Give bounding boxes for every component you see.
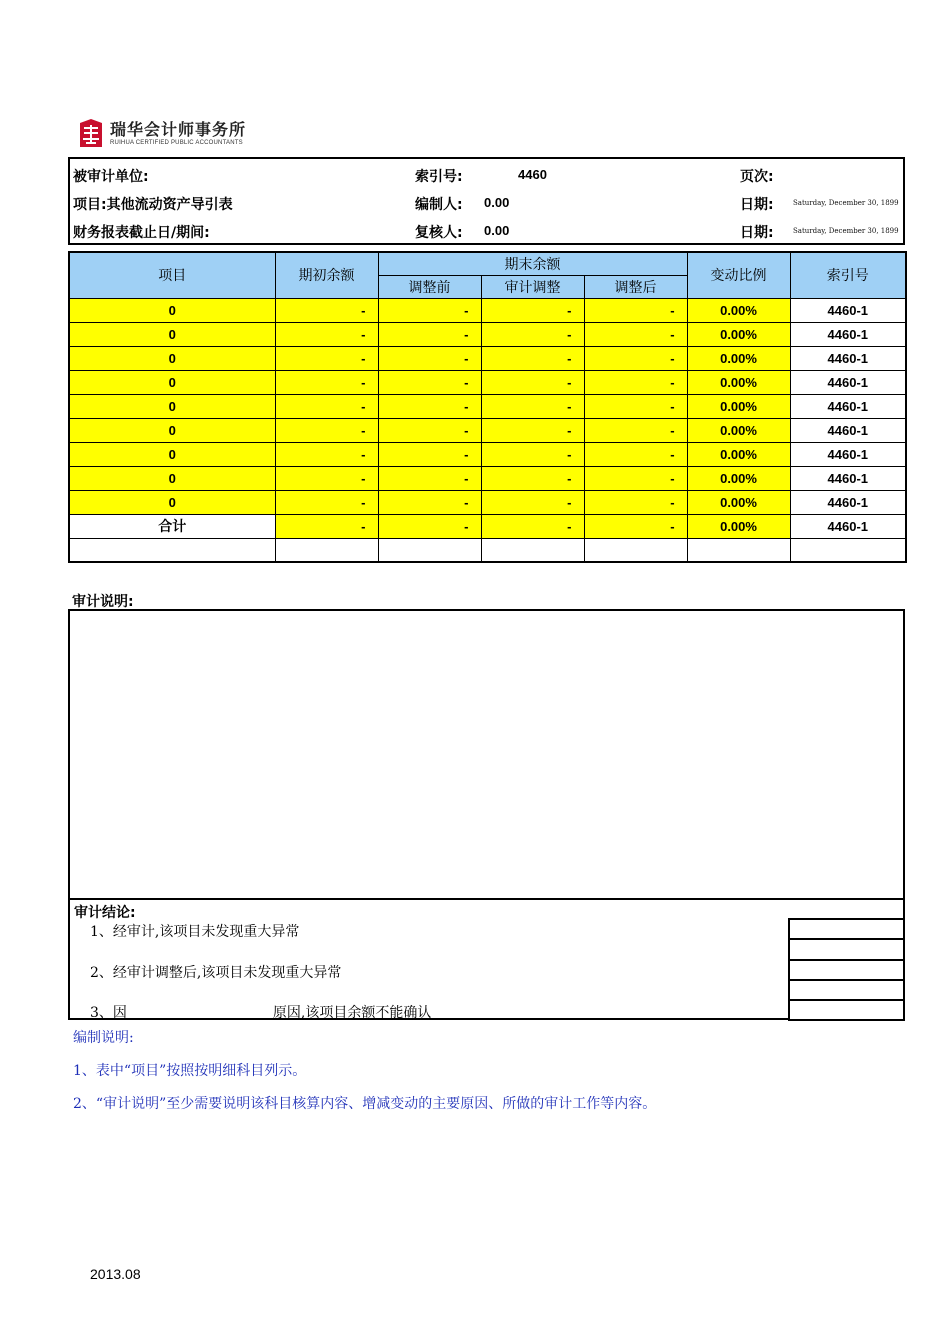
cell-item[interactable]: 0 xyxy=(69,418,275,442)
cell-after[interactable]: - xyxy=(584,490,687,514)
cell-before[interactable]: - xyxy=(378,298,481,322)
blank-cell[interactable] xyxy=(69,538,275,562)
table-row xyxy=(69,394,906,418)
cell-index[interactable]: 4460-1 xyxy=(790,418,906,442)
conclusion-item-3 xyxy=(90,1002,431,1022)
table-row xyxy=(69,346,906,370)
col-header-closing: 期末余额 xyxy=(378,252,687,275)
total-before[interactable]: - xyxy=(378,514,481,538)
firm-logo xyxy=(78,118,246,150)
cell-item[interactable]: 0 xyxy=(69,442,275,466)
cell-adjust[interactable]: - xyxy=(481,418,584,442)
conclusion-item-3-prefix: 3、因 xyxy=(90,1005,127,1021)
date-label-1: 日期: xyxy=(740,197,774,213)
cell-opening[interactable]: - xyxy=(275,346,378,370)
cell-adjust[interactable]: - xyxy=(481,466,584,490)
cell-adjust[interactable]: - xyxy=(481,394,584,418)
table-row xyxy=(69,298,906,322)
cell-after[interactable]: - xyxy=(584,298,687,322)
cell-item[interactable]: 0 xyxy=(69,490,275,514)
cell-adjust[interactable]: - xyxy=(481,322,584,346)
blank-row xyxy=(69,538,906,562)
index-value: 4460 xyxy=(518,167,547,182)
preparation-title: 编制说明: xyxy=(73,1030,134,1046)
table-row xyxy=(69,442,906,466)
reviewer-value: 0.00 xyxy=(484,223,510,238)
cell-after[interactable]: - xyxy=(584,322,687,346)
total-label: 合计 xyxy=(69,514,275,538)
table-row xyxy=(69,370,906,394)
conclusion-divider xyxy=(70,898,903,900)
conclusion-check-2[interactable] xyxy=(788,959,905,981)
conclusion-check-divider xyxy=(788,980,790,1000)
audit-notes-title: 审计说明: xyxy=(72,594,134,610)
cell-before[interactable]: - xyxy=(378,418,481,442)
cell-after[interactable]: - xyxy=(584,346,687,370)
total-adjust[interactable]: - xyxy=(481,514,584,538)
table-row xyxy=(69,466,906,490)
conclusion-item-1: 1、经审计,该项目未发现重大异常 xyxy=(90,924,300,940)
cell-ratio[interactable]: 0.00% xyxy=(687,466,790,490)
cell-after[interactable]: - xyxy=(584,394,687,418)
index-label: 索引号: xyxy=(415,169,463,185)
table-row xyxy=(69,322,906,346)
total-row xyxy=(69,514,906,538)
col-header-adjust: 审计调整 xyxy=(481,275,584,298)
cell-opening[interactable]: - xyxy=(275,370,378,394)
total-ratio[interactable]: 0.00% xyxy=(687,514,790,538)
blank-cell[interactable] xyxy=(584,538,687,562)
period-label: 财务报表截止日/期间: xyxy=(73,225,210,241)
cell-after[interactable]: - xyxy=(584,418,687,442)
cell-adjust[interactable]: - xyxy=(481,490,584,514)
cell-adjust[interactable]: - xyxy=(481,370,584,394)
cell-opening[interactable]: - xyxy=(275,298,378,322)
cell-index[interactable]: 4460-1 xyxy=(790,346,906,370)
blank-cell[interactable] xyxy=(790,538,906,562)
cell-adjust[interactable]: - xyxy=(481,346,584,370)
cell-ratio[interactable]: 0.00% xyxy=(687,394,790,418)
blank-cell[interactable] xyxy=(378,538,481,562)
cell-after[interactable]: - xyxy=(584,466,687,490)
blank-cell[interactable] xyxy=(481,538,584,562)
table-row xyxy=(69,490,906,514)
project-label: 项目:其他流动资产导引表 xyxy=(73,197,233,213)
cell-item[interactable]: 0 xyxy=(69,322,275,346)
conclusion-check-divider xyxy=(788,939,790,959)
firm-logo-icon xyxy=(78,119,104,149)
blank-cell[interactable] xyxy=(687,538,790,562)
cell-index[interactable]: 4460-1 xyxy=(790,394,906,418)
total-opening[interactable]: - xyxy=(275,514,378,538)
table-row xyxy=(69,418,906,442)
cell-before[interactable]: - xyxy=(378,346,481,370)
date-value-2: Saturday, December 30, 1899 xyxy=(793,227,899,235)
cell-index[interactable]: 4460-1 xyxy=(790,322,906,346)
conclusion-check-1[interactable] xyxy=(788,918,905,940)
conclusion-check-3[interactable] xyxy=(788,999,905,1021)
cell-ratio[interactable]: 0.00% xyxy=(687,298,790,322)
conclusion-item-3-suffix: 原因,该项目余额不能确认 xyxy=(272,1005,432,1021)
cell-opening[interactable]: - xyxy=(275,322,378,346)
cell-index[interactable]: 4460-1 xyxy=(790,466,906,490)
col-header-after: 调整后 xyxy=(584,275,687,298)
col-header-ratio: 变动比例 xyxy=(687,252,790,298)
cell-after[interactable]: - xyxy=(584,370,687,394)
cell-before[interactable]: - xyxy=(378,466,481,490)
guide-table xyxy=(68,251,907,563)
col-header-before: 调整前 xyxy=(378,275,481,298)
col-header-opening: 期初余额 xyxy=(275,252,378,298)
cell-index[interactable]: 4460-1 xyxy=(790,490,906,514)
total-index[interactable]: 4460-1 xyxy=(790,514,906,538)
cell-before[interactable]: - xyxy=(378,442,481,466)
conclusion-title: 审计结论: xyxy=(74,905,136,921)
preparation-line-2: 2、“审计说明”至少需要说明该科目核算内容、增减变动的主要原因、所做的审计工作等内容。 xyxy=(73,1096,657,1112)
page-label: 页次: xyxy=(740,169,774,185)
col-header-index: 索引号 xyxy=(790,252,906,298)
total-after[interactable]: - xyxy=(584,514,687,538)
cell-item[interactable]: 0 xyxy=(69,346,275,370)
preparation-line-1: 1、表中“项目”按照按明细科目列示。 xyxy=(73,1063,307,1079)
cell-ratio[interactable]: 0.00% xyxy=(687,418,790,442)
cell-index[interactable]: 4460-1 xyxy=(790,370,906,394)
cell-adjust[interactable]: - xyxy=(481,442,584,466)
cell-opening[interactable]: - xyxy=(275,394,378,418)
preparer-value: 0.00 xyxy=(484,195,510,210)
blank-cell[interactable] xyxy=(275,538,378,562)
firm-name-en: RUIHUA CERTIFIED PUBLIC ACCOUNTANTS xyxy=(110,140,243,146)
audited-unit-label: 被审计单位: xyxy=(73,169,149,185)
cell-opening[interactable]: - xyxy=(275,418,378,442)
cell-adjust[interactable]: - xyxy=(481,298,584,322)
cell-item[interactable]: 0 xyxy=(69,298,275,322)
audit-notes-box[interactable] xyxy=(68,609,905,1020)
cell-item[interactable]: 0 xyxy=(69,370,275,394)
cell-item[interactable]: 0 xyxy=(69,394,275,418)
cell-after[interactable]: - xyxy=(584,442,687,466)
cell-index[interactable]: 4460-1 xyxy=(790,442,906,466)
template-version: 2013.08 xyxy=(90,1266,141,1282)
worksheet-header xyxy=(68,157,905,245)
date-value-1: Saturday, December 30, 1899 xyxy=(793,199,899,207)
date-label-2: 日期: xyxy=(740,225,774,241)
firm-name-cn: 瑞华会计师事务所 xyxy=(110,120,247,139)
cell-before[interactable]: - xyxy=(378,322,481,346)
cell-ratio[interactable]: 0.00% xyxy=(687,490,790,514)
conclusion-item-2: 2、经审计调整后,该项目未发现重大异常 xyxy=(90,965,342,981)
cell-before[interactable]: - xyxy=(378,490,481,514)
cell-ratio[interactable]: 0.00% xyxy=(687,322,790,346)
cell-ratio[interactable]: 0.00% xyxy=(687,442,790,466)
cell-item[interactable]: 0 xyxy=(69,466,275,490)
col-header-item: 项目 xyxy=(69,252,275,298)
cell-ratio[interactable]: 0.00% xyxy=(687,370,790,394)
cell-opening[interactable]: - xyxy=(275,466,378,490)
preparer-label: 编制人: xyxy=(415,197,463,213)
cell-before[interactable]: - xyxy=(378,394,481,418)
reviewer-label: 复核人: xyxy=(415,225,463,241)
cell-opening[interactable]: - xyxy=(275,490,378,514)
cell-index[interactable]: 4460-1 xyxy=(790,298,906,322)
cell-before[interactable]: - xyxy=(378,370,481,394)
cell-opening[interactable]: - xyxy=(275,442,378,466)
cell-ratio[interactable]: 0.00% xyxy=(687,346,790,370)
